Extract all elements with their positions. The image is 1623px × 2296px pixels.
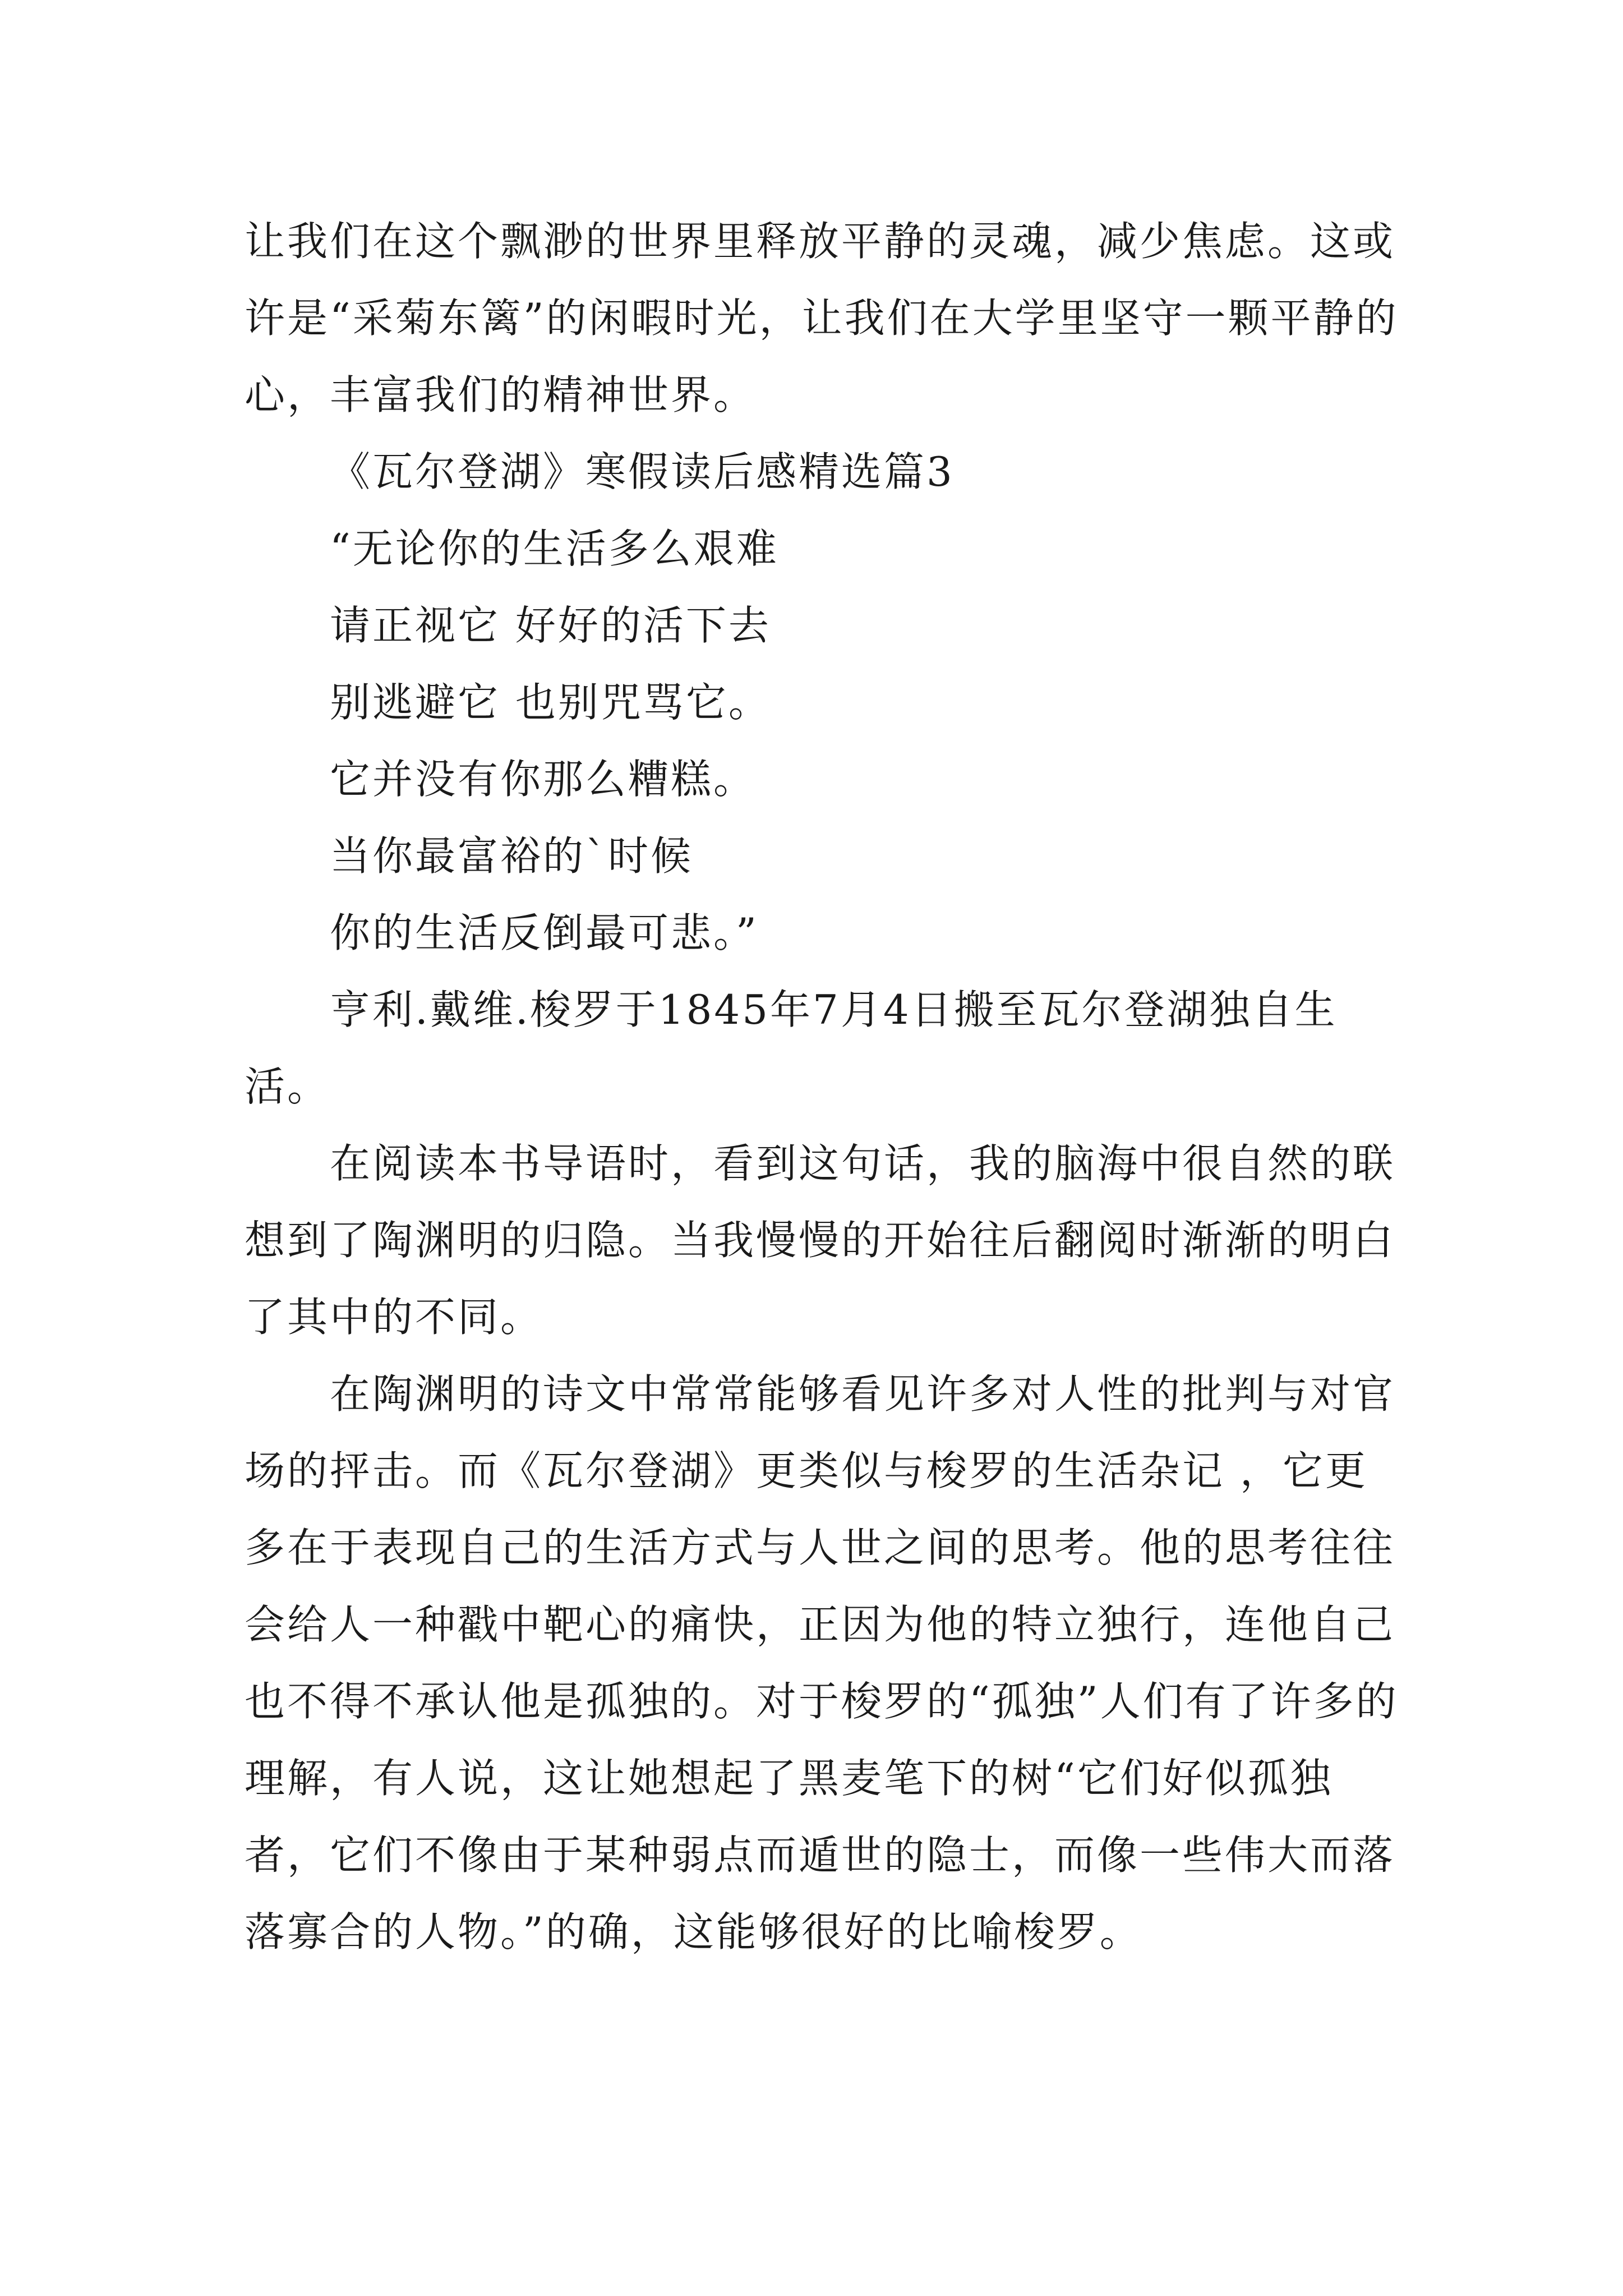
- verse-line: 别逃避它 也别咒骂它。: [330, 679, 771, 726]
- section-heading: 《瓦尔登湖》寒假读后感精选篇3: [330, 448, 955, 495]
- paragraph: 在阅读本书导语时，看到这句话，我的脑海中很自然的联想到了陶渊明的归隐。当我慢慢的开始往后翻阅时渐渐的明白了其中的不同。: [245, 1140, 1396, 1341]
- paragraph: 在陶渊明的诗文中常常能够看见许多对人性的批判与对官场的抨击。而《瓦尔登湖》更类似与梭罗的生活杂记 ，它更多在于表现自己的生活方式与人世之间的思考。他的思考往往会给人一种戳中靶心的痛快，正因为他的特立独行，连他自己也不得不承认他是孤独的。对于梭罗的“孤独”人们有了许多的理解，有人说，这让她想起了黑麦笔下的树“它们好似孤独者，它们不像由于某种弱点而遁世的隐士，而像一些伟大而落落寡合的人物。”的确，这能够很好的比喻梭罗。: [245, 1370, 1399, 1955]
- verse-line: 你的生活反倒最可悲。”: [330, 909, 759, 956]
- verse-line: 当你最富裕的`时候: [330, 832, 694, 880]
- verse-line: 请正视它 好好的活下去: [330, 602, 771, 649]
- verse-line: “无论你的生活多么艰难: [330, 525, 779, 572]
- paragraph: 亨利.戴维.梭罗于1845年7月4日搬至瓦尔登湖独自生活。: [245, 986, 1338, 1110]
- paragraph: 让我们在这个飘渺的世界里释放平静的灵魂，减少焦虑。这或许是“采菊东篱”的闲暇时光，让我们在大学里坚守一颗平静的心，丰富我们的精神世界。: [245, 218, 1399, 418]
- document-body: [245, 203, 1400, 1971]
- verse-line: 它并没有你那么糟糕。: [330, 756, 757, 803]
